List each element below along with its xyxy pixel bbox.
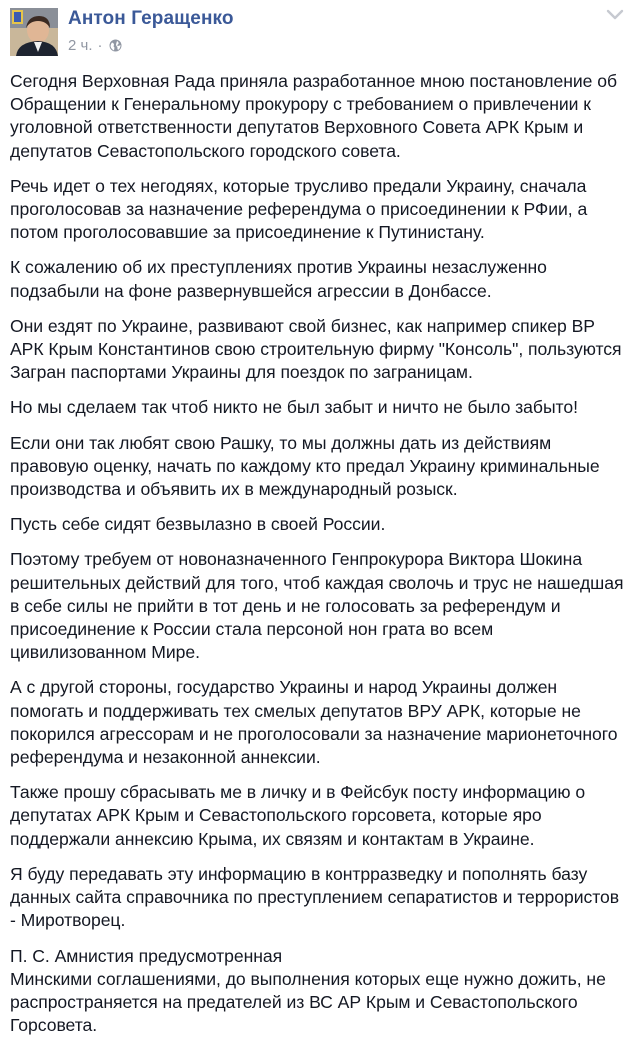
post-paragraph: Если они так любят свою Рашку, то мы должны дать из действиям правовую оценку, начать по каждому кто предал Украину криминальные производства и объявить их в международный розыск. <box>10 432 600 500</box>
postscript-line-1: П. С. Амнистия предусмотренная <box>10 945 283 966</box>
post-header <box>0 0 636 66</box>
avatar[interactable] <box>10 8 58 56</box>
post-meta <box>68 37 122 54</box>
post-paragraph: Поэтому требуем от новоназначенного Генпрокурора Виктора Шокина решительных действий для того, чтоб каждая сволочь и трус не нашедшая в себе силы не прийти в тот день и не голосовать за референдум и присоединение к России стала персоной нон грата во всем цивилизованном Мире. <box>10 549 624 663</box>
post-paragraph: Я буду передавать эту информацию в контрразведку и пополнять базу данных сайта справочника по преступлением сепаратистов и террористов - Миротворец. <box>10 863 620 931</box>
post-timestamp[interactable]: 2 ч. <box>68 37 93 54</box>
post-paragraph: К сожалению об их преступлениях против Украины незаслуженно подзабыли на фоне развернувшейся агрессии в Донбассе. <box>10 257 547 301</box>
chevron-down-icon[interactable] <box>604 6 626 24</box>
post-paragraph: Также прошу сбрасывать ме в личку и в Фейсбук посту информацию о депутатах АРК Крым и Севастопольского горсовета, которые яро поддержали аннексию Крыма, их связям и контактам в Украине. <box>10 782 586 849</box>
post-paragraph: Они ездят по Украине, развивают свой бизнес, как например спикер ВР АРК Крым Константинов свою строительную фирму "Консоль", пользуются Загран паспортами Украины для поездок по заграницам. <box>10 315 622 383</box>
postscript-paragraph <box>10 945 628 1038</box>
globe-icon[interactable] <box>109 39 122 52</box>
author-name-link[interactable]: Антон Геращенко <box>68 8 234 29</box>
postscript-line-2: Минскими соглашениями, до выполнения которых еще нужно дожить, не распространяется на предателей из ВС АР Крым и Севастопольского Горсовета. <box>10 968 606 1036</box>
post-paragraph: Сегодня Верховная Рада приняла разработанное мною постановление об Обращении к Генеральному прокурору с требованием о привлечении к уголовной ответственности депутатов Верховного Совета АРК Крым и депутатов Севастопольского городского совета. <box>10 71 617 161</box>
post-paragraph: Пусть себе сидят безвылазно в своей России. <box>10 514 386 535</box>
profile-photo-icon <box>10 8 58 56</box>
meta-separator: · <box>97 37 103 54</box>
post-body <box>10 70 628 1049</box>
post-paragraph: Речь идет о тех негодяях, которые трусливо предали Украину, сначала проголосовав за назначение референдума о присоединении к РФии, а потом проголосовавшие за присоединение к Путинистану. <box>10 175 588 243</box>
post-paragraph: Но мы сделаем так чтоб никто не был забыт и ничто не было забыто! <box>10 397 578 418</box>
post-paragraph: А с другой стороны, государство Украины и народ Украины должен помогать и поддерживать тех смелых депутатов ВРУ АРК, которые не покорился агрессорам и не проголосовали за назначение марионеточного референдума и незаконной аннексии. <box>10 677 618 768</box>
